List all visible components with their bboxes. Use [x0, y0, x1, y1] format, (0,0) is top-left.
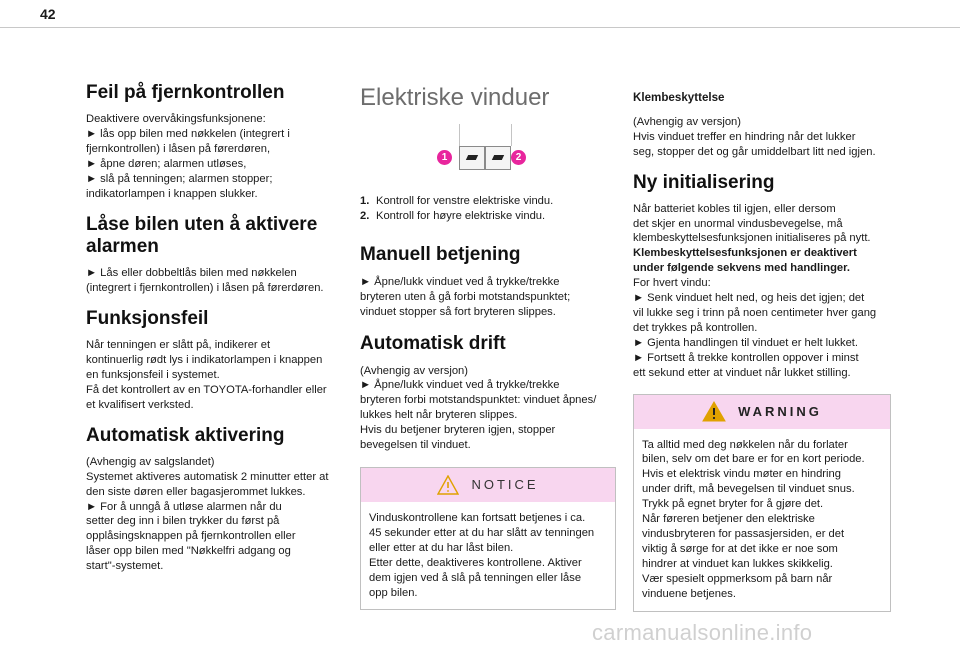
leader-line [511, 124, 512, 146]
watermark: carmanualsonline.info [592, 620, 813, 645]
window-switch-icon [466, 155, 478, 160]
warning-triangle-icon [437, 475, 459, 495]
window-switch-illustration [441, 124, 525, 174]
warning-header [634, 395, 890, 429]
column-middle [360, 84, 620, 610]
page-number: 42 [40, 6, 56, 22]
left-window-switch [459, 146, 485, 170]
callout-badge-2: 2 [511, 150, 526, 165]
warning-box [633, 394, 891, 613]
notice-body: Vinduskontrollene kan fortsatt betjenes i ca. 45 sekunder etter at du har slått av tenningen eller etter at du har låst bilen. Etter dette, deaktiveres kontrollene. Aktiver dem igjen ved å slå på tenningen eller låse opp bilen. [369, 511, 595, 599]
paragraph: Når tenningen er slått på, indikerer et kontinuerlig rødt lys i indikatorlampen i knappen en funksjonsfeil i systemet. Få det kontrollert av en TOYOTA-forhandler eller et kvalifisert verksted. [86, 339, 327, 411]
paragraph: ► Åpne/lukk vinduet ved å trykke/trekke bryteren uten å gå forbi motstandspunktet; vinduet stopper så fort bryteren slippes. [360, 275, 571, 318]
notice-header [361, 468, 615, 502]
paragraph: (Avhengig av salgslandet) Systemet aktiveres automatisk 2 minutter etter at den siste døren eller bagasjerommet lukkes. ► For å unngå å utløse alarmen når du setter deg inn i bilen trykker du først på opplåsingsknappen på fjernkontrollen eller låser opp bilen med "Nøkkelfri adgang og start"-systemet. [86, 455, 329, 573]
window-switch-icon [492, 155, 504, 160]
heading-anti-pinch: Klembeskyttelse [633, 91, 725, 104]
heading-automatic-activation: Automatisk aktivering [86, 424, 285, 446]
notice-title: NOTICE [471, 477, 539, 493]
notice-box [360, 467, 616, 610]
warning-title: WARNING [738, 404, 822, 419]
right-window-switch [485, 146, 511, 170]
heading-manual-operation: Manuell betjening [360, 243, 521, 265]
paragraph: Når batteriet kobles til igjen, eller dersom det skjer en unormal vindusbevegelse, må klembeskyttelsesfunksjonen initialiseres på nytt. Klembeskyttelsesfunksjonen er deaktivert under følgende sekvens med handlinger. For hvert vindu: ► Senk vinduet helt ned, og heis det igjen; det vil lukke seg i trinn på noen centimeter hver gang det trykkes på kontrollen. ► Gjenta handlingen til vinduet er helt lukket. ► Fortsett å trekke kontrollen oppover i minst ett sekund etter at vinduet når lukket stilling. [633, 202, 877, 379]
top-divider [0, 27, 960, 28]
column-right [633, 91, 895, 612]
warning-body: Ta alltid med deg nøkkelen når du forlater bilen, selv om det bare er for en kort periode. Hvis et elektrisk vindu møter en hindring under drift, må bevegelsen til vinduet snus. Trykk på egnet bryter for å gjøre det. Når føreren betjener den elektriske vindusbryteren for passasjersiden, er det viktig å sørge for at det ikke er noe som hindrer at vinduet kan lukkes skikkelig. Vær spesielt oppmerksom på barn når vinduene betjenes. [642, 438, 865, 600]
paragraph: (Avhengig av versjon) Hvis vinduet treffer en hindring når det lukker seg, stopper det og går umiddelbart litt ned igjen. [633, 115, 876, 158]
section-title: Elektriske vinduer [360, 84, 550, 111]
heading-automatic-mode: Automatisk drift [360, 332, 506, 354]
control-list [360, 194, 620, 224]
heading-remote-fault: Feil på fjernkontrollen [86, 82, 285, 103]
heading-reinitialisation: Ny initialisering [633, 171, 775, 193]
warning-triangle-icon [702, 401, 726, 422]
leader-line [459, 124, 460, 146]
paragraph: Deaktivere overvåkingsfunksjonene: ► lås opp bilen med nøkkelen (integrert i fjernkontrollen) i låsen på førerdøren, ► åpne døren; alarmen utløses, ► slå på tenningen; alarmen stopper; indikatorlampen i knappen slukker. [86, 113, 290, 200]
heading-lock-without-alarm: Låse bilen uten å aktivere alarmen [86, 214, 318, 258]
column-left [86, 82, 346, 574]
callout-badge-1: 1 [437, 150, 452, 165]
list-item: 2. Kontroll for høyre elektriske vindu. [360, 209, 546, 222]
paragraph: ► Lås eller dobbeltlås bilen med nøkkelen (integrert i fjernkontrollen) i låsen på førerdøren. [86, 267, 324, 295]
list-item: 1. Kontroll for venstre elektriske vindu. [360, 195, 554, 207]
heading-malfunction: Funksjonsfeil [86, 308, 209, 330]
paragraph: (Avhengig av versjon) ► Åpne/lukk vinduet ved å trykke/trekke bryteren forbi motstandspunktet: vinduet åpnes/ lukkes helt når bryteren slippes. Hvis du betjener bryteren igjen, stopper bevegelsen til vinduet. [360, 364, 597, 452]
